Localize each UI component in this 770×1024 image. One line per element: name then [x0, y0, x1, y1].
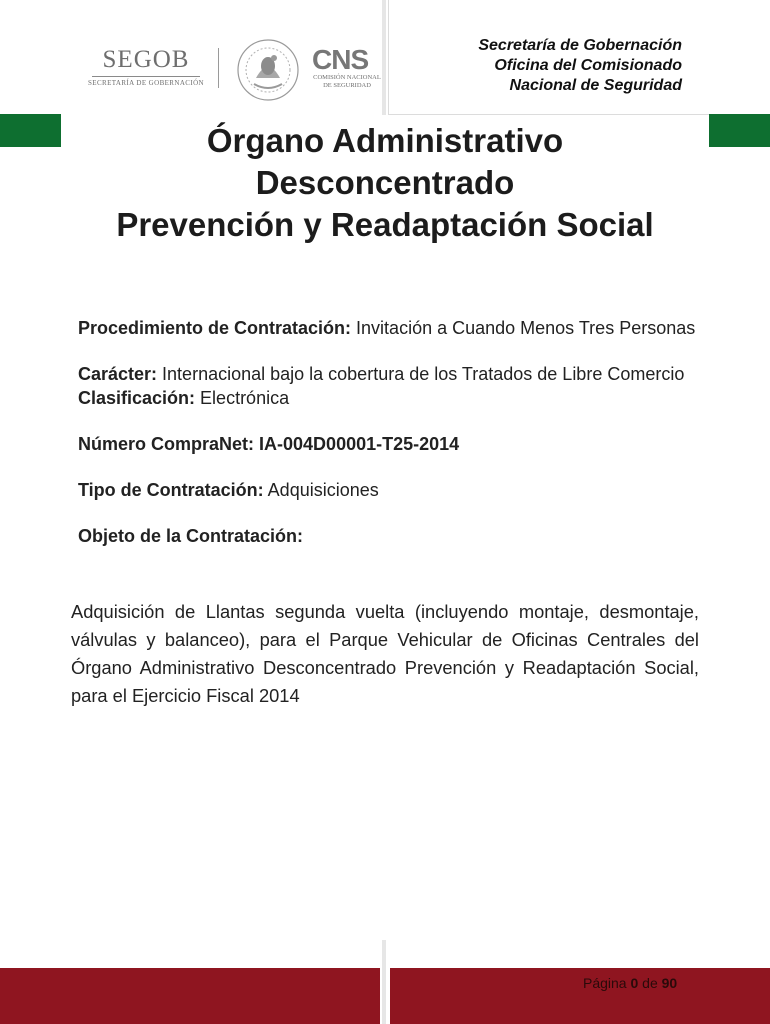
segob-logo-rule [92, 76, 200, 77]
clasificacion-label: Clasificación: [78, 388, 196, 408]
logo-separator [218, 48, 219, 88]
title-line-1: Órgano Administrativo [206, 122, 564, 159]
page-title [0, 120, 770, 246]
contract-details [78, 316, 698, 548]
segob-logo-subtitle: SECRETARÍA DE GOBERNACIÓN [88, 79, 204, 87]
header-divider [382, 0, 386, 115]
page-total: 90 [661, 975, 678, 991]
caracter-field [78, 362, 698, 386]
objeto-field [78, 524, 698, 548]
cns-logo [312, 46, 382, 90]
title-line-3: Prevención y Readaptación Social [116, 206, 654, 243]
clasificacion-value: Electrónica [195, 388, 290, 408]
page-current: 0 [630, 975, 639, 991]
tipo-value: Adquisiciones [263, 480, 379, 500]
objeto-label: Objeto de la Contratación: [78, 526, 304, 546]
compranet-value: IA-004D00001-T25-2014 [259, 434, 460, 454]
segob-logo-word: SEGOB [102, 46, 190, 73]
header-line-1: Secretaría de Gobernación [478, 37, 682, 54]
cns-logo-word: CNS [312, 44, 369, 75]
caracter-value: Internacional bajo la cobertura de los Tratados de Libre Comercio [157, 364, 685, 384]
cns-logo-subtitle-2: DE SEGURIDAD [323, 82, 371, 89]
national-seal-icon [236, 38, 300, 107]
caracter-label: Carácter: [78, 364, 158, 384]
objeto-value: Adquisición de Llantas segunda vuelta (incluyendo montaje, desmontaje, válvulas y balanceo), para el Parque Vehicular de Oficinas Centrales del Órgano Administrativo Desconcentrado Prevención y Readaptación Social, para el Ejercicio Fiscal 2014 [71, 601, 699, 706]
segob-logo [86, 46, 206, 87]
header-agency-name [478, 36, 682, 96]
tipo-label: Tipo de Contratación: [78, 480, 264, 500]
compranet-label: Número CompraNet: [78, 434, 260, 454]
footer-bar-left [0, 968, 380, 1024]
compranet-field [78, 432, 698, 456]
page-label: Página [583, 975, 631, 991]
tipo-field [78, 478, 698, 502]
footer-divider [382, 940, 386, 1024]
clasificacion-field [78, 386, 698, 410]
header-line-2: Oficina del Comisionado [494, 57, 682, 74]
page-number [583, 975, 677, 991]
cns-logo-subtitle-1: COMISIÓN NACIONAL [313, 74, 381, 81]
procedimiento-label: Procedimiento de Contratación: [78, 318, 352, 338]
footer-bar-right [390, 968, 770, 1024]
title-line-2: Desconcentrado [255, 164, 515, 201]
page-of: de [638, 975, 662, 991]
header-line-3: Nacional de Seguridad [509, 77, 682, 94]
procedimiento-field [78, 316, 698, 340]
procedimiento-value: Invitación a Cuando Menos Tres Personas [351, 318, 696, 338]
